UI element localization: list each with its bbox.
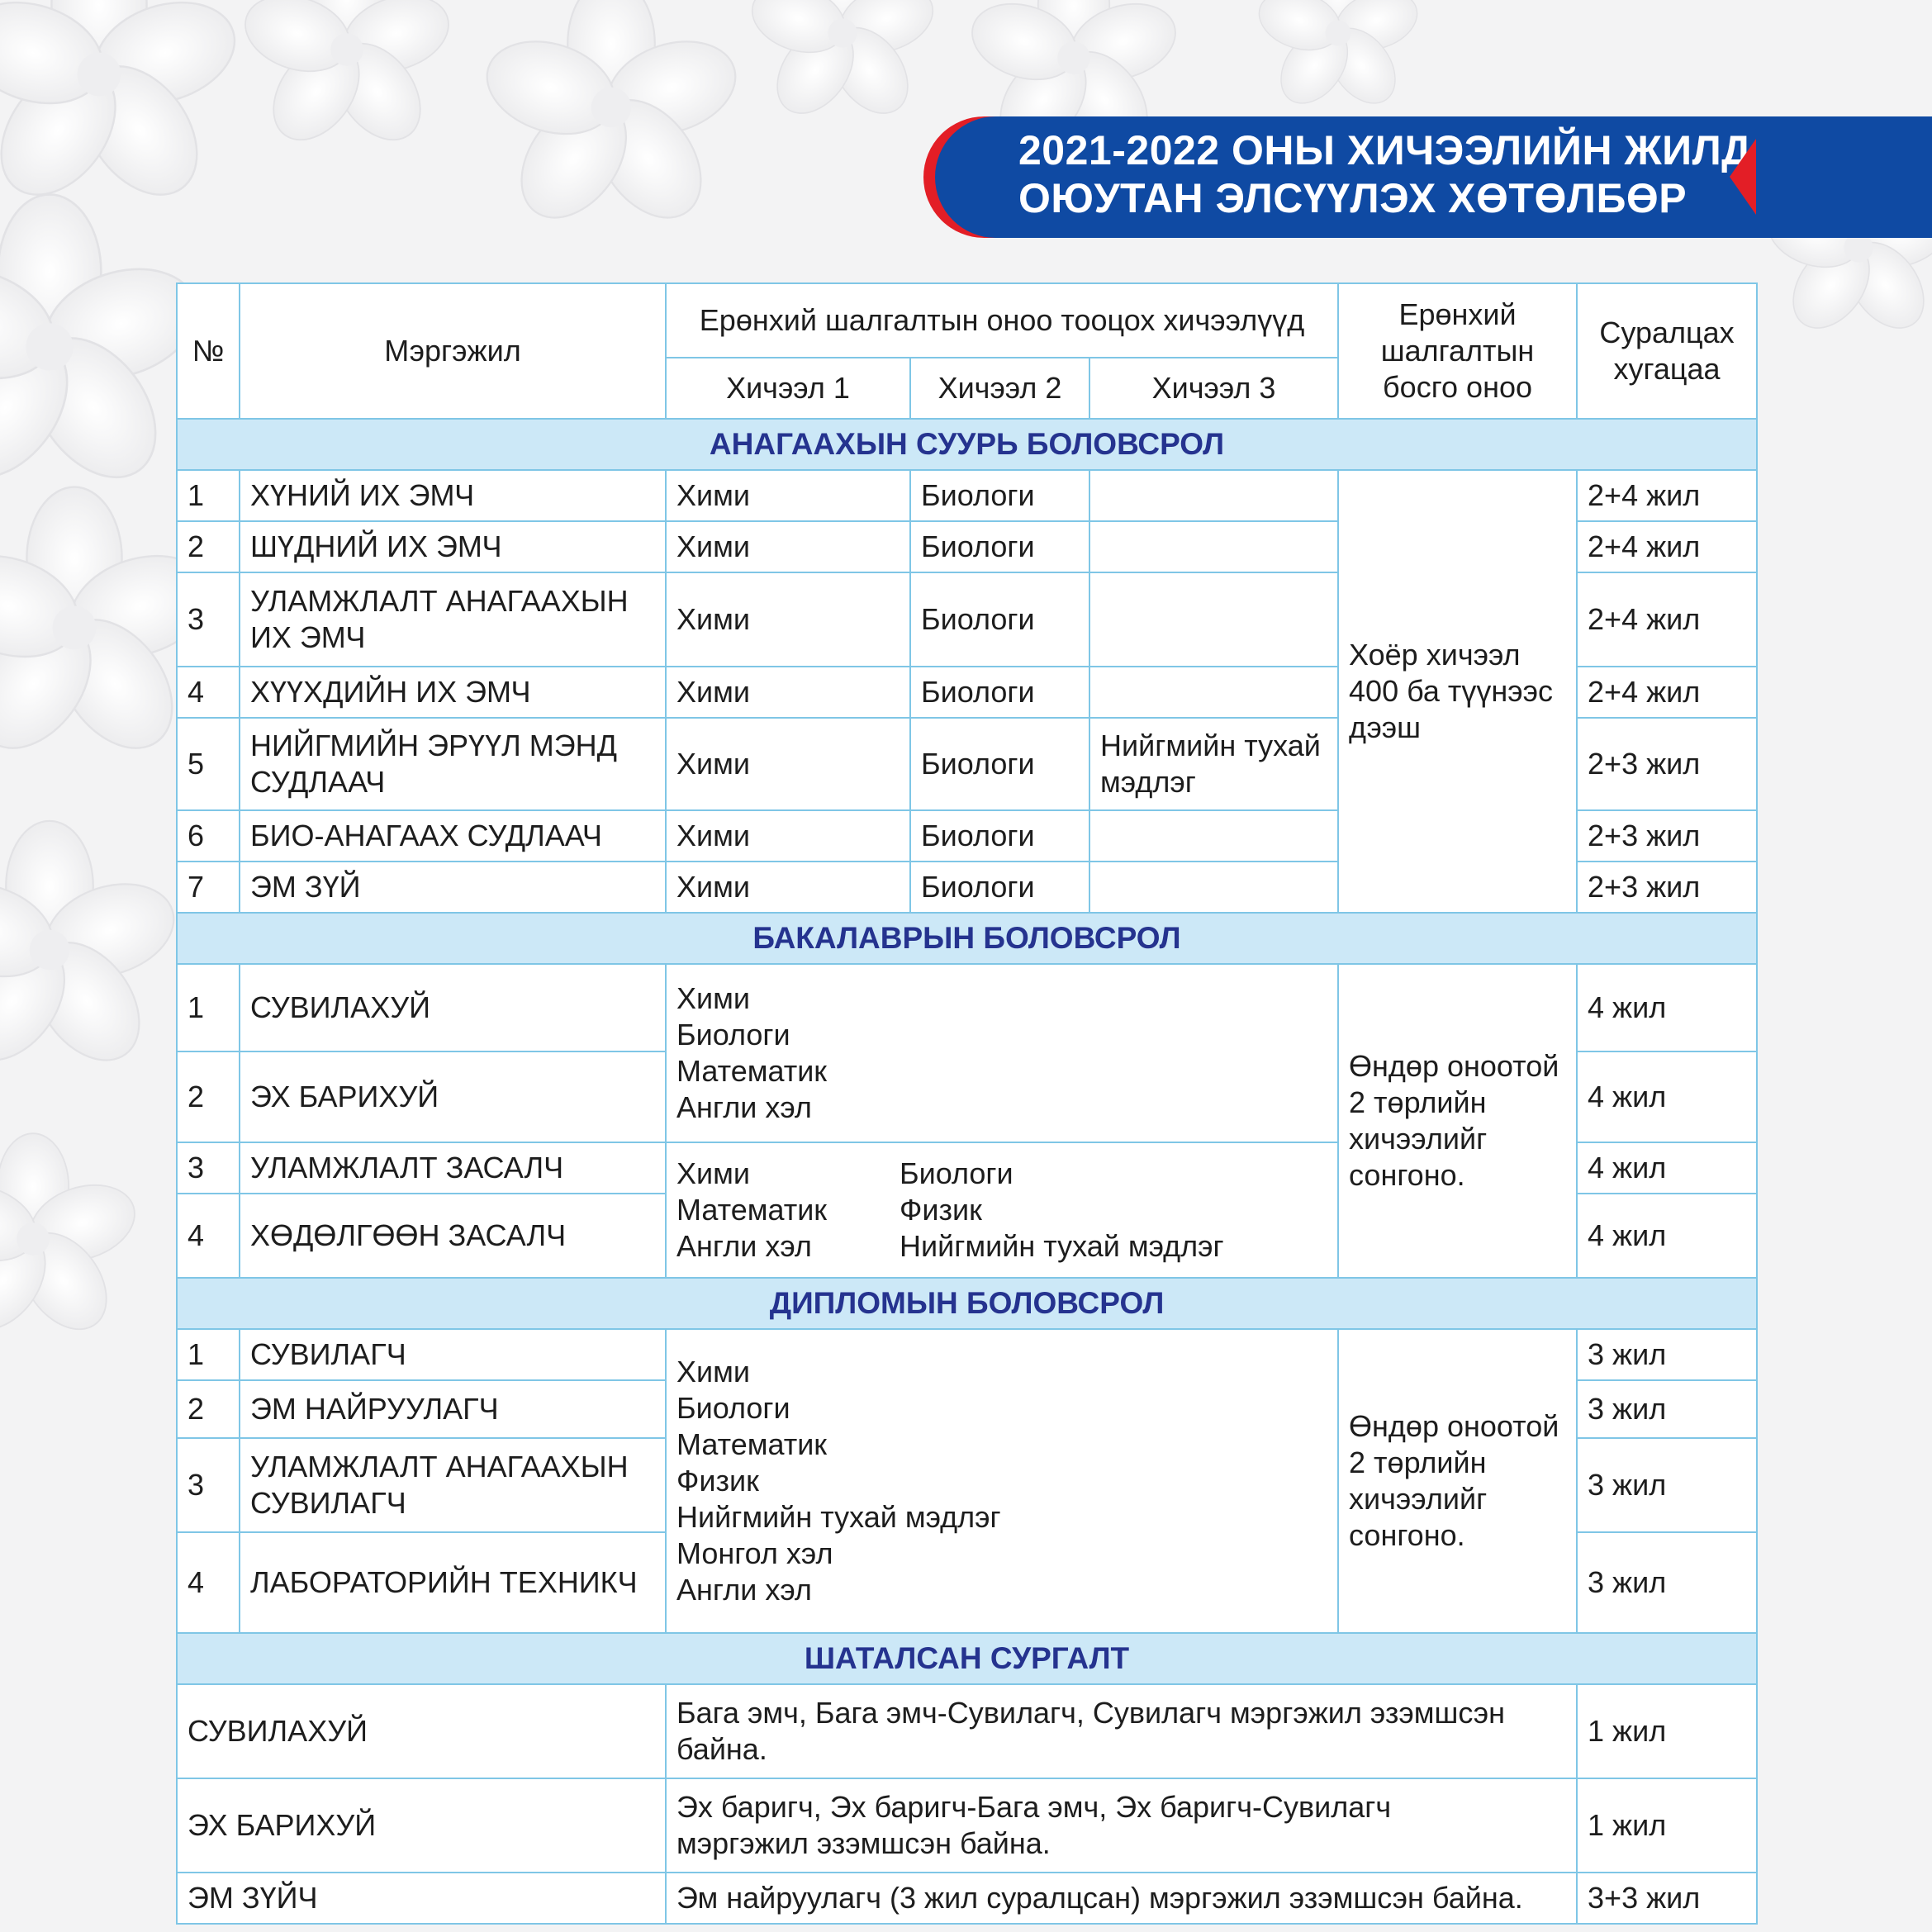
row-duration: 2+4 жил <box>1577 521 1757 572</box>
row-subject-3 <box>1089 572 1338 667</box>
row-no: 4 <box>177 667 240 718</box>
subjects-list-two-column <box>666 1142 1338 1278</box>
row-requirement: Эх баригч, Эх баригч-Бага эмч, Эх баригч-Сувилагч мэргэжил эзэмшсэн байна. <box>666 1778 1577 1873</box>
row-subject-1: Хими <box>666 862 910 913</box>
row-subject-1: Хими <box>666 470 910 521</box>
row-subject-3 <box>1089 667 1338 718</box>
row-no: 5 <box>177 718 240 810</box>
row-major: УЛАМЖЛАЛТ ЗАСАЛЧ <box>240 1142 666 1194</box>
table-header-row <box>177 283 1757 358</box>
row-requirement: Бага эмч, Бага эмч-Сувилагч, Сувилагч мэргэжил эзэмшсэн байна. <box>666 1684 1577 1778</box>
row-duration: 2+3 жил <box>1577 862 1757 913</box>
header-subject-3: Хичээл 3 <box>1089 358 1338 419</box>
row-no: 1 <box>177 964 240 1051</box>
section-threshold: Өндөр оноотой 2 төрлийн хичээлийг сонгоно. <box>1338 964 1577 1278</box>
row-duration: 2+3 жил <box>1577 810 1757 862</box>
row-major: ЭМ ЗҮЙЧ <box>177 1873 666 1924</box>
table-row <box>177 1873 1757 1924</box>
row-major: ЭМ НАЙРУУЛАГЧ <box>240 1380 666 1438</box>
row-subject-1: Хими <box>666 718 910 810</box>
row-major: НИЙГМИЙН ЭРҮҮЛ МЭНД СУДЛААЧ <box>240 718 666 810</box>
row-subject-2: Биологи <box>910 667 1089 718</box>
section-threshold: Өндөр оноотой 2 төрлийн хичээлийг сонгоно. <box>1338 1329 1577 1633</box>
section-header-row <box>177 1633 1757 1684</box>
section-title: АНАГААХЫН СУУРЬ БОЛОВСРОЛ <box>177 419 1757 470</box>
section-header-row <box>177 1278 1757 1329</box>
row-subject-1: Хими <box>666 572 910 667</box>
row-no: 2 <box>177 521 240 572</box>
subjects-list: Хими Биологи Математик Англи хэл <box>666 964 1338 1142</box>
row-no: 1 <box>177 470 240 521</box>
row-subject-3: Нийгмийн тухай мэдлэг <box>1089 718 1338 810</box>
row-duration: 4 жил <box>1577 1051 1757 1142</box>
table-row <box>177 964 1757 1051</box>
row-no: 4 <box>177 1194 240 1278</box>
row-major: ХҮҮХДИЙН ИХ ЭМЧ <box>240 667 666 718</box>
row-major: ЭМ ЗҮЙ <box>240 862 666 913</box>
row-duration: 2+3 жил <box>1577 718 1757 810</box>
row-subject-1: Хими <box>666 667 910 718</box>
row-duration: 2+4 жил <box>1577 572 1757 667</box>
section-title: ДИПЛОМЫН БОЛОВСРОЛ <box>177 1278 1757 1329</box>
row-duration: 4 жил <box>1577 1194 1757 1278</box>
row-requirement: Эм найруулагч (3 жил суралцсан) мэргэжил эзэмшсэн байна. <box>666 1873 1577 1924</box>
section-title: БАКАЛАВРЫН БОЛОВСРОЛ <box>177 913 1757 964</box>
row-major: БИО-АНАГААХ СУДЛААЧ <box>240 810 666 862</box>
row-duration: 2+4 жил <box>1577 470 1757 521</box>
row-major: ХҮНИЙ ИХ ЭМЧ <box>240 470 666 521</box>
row-duration: 3 жил <box>1577 1329 1757 1380</box>
row-major: ЛАБОРАТОРИЙН ТЕХНИКЧ <box>240 1532 666 1633</box>
row-duration: 3 жил <box>1577 1380 1757 1438</box>
banner-arrow-icon <box>1730 139 1756 215</box>
row-no: 4 <box>177 1532 240 1633</box>
row-duration: 3 жил <box>1577 1532 1757 1633</box>
subjects-column-2: Биологи Физик Нийгмийн тухай мэдлэг <box>900 1156 1224 1263</box>
section-threshold: Хоёр хичээл 400 ба түүнээс дээш <box>1338 470 1577 913</box>
row-subject-3 <box>1089 470 1338 521</box>
table-row <box>177 1684 1757 1778</box>
row-major: ХӨДӨЛГӨӨН ЗАСАЛЧ <box>240 1194 666 1278</box>
row-subject-2: Биологи <box>910 521 1089 572</box>
row-major: СУВИЛАХУЙ <box>177 1684 666 1778</box>
row-subject-1: Хими <box>666 810 910 862</box>
admission-table <box>176 282 1758 1925</box>
header-subject-2: Хичээл 2 <box>910 358 1089 419</box>
header-threshold: Ерөнхий шалгалтын босго оноо <box>1338 283 1577 419</box>
row-no: 3 <box>177 1438 240 1532</box>
row-major: ШҮДНИЙ ИХ ЭМЧ <box>240 521 666 572</box>
table-row <box>177 1329 1757 1380</box>
table-row <box>177 1778 1757 1873</box>
row-subject-2: Биологи <box>910 572 1089 667</box>
row-major: УЛАМЖЛАЛТ АНАГААХЫН СУВИЛАГЧ <box>240 1438 666 1532</box>
row-no: 2 <box>177 1051 240 1142</box>
subjects-list: Хими Биологи Математик Физик Нийгмийн тухай мэдлэг Монгол хэл Англи хэл <box>666 1329 1338 1633</box>
row-no: 6 <box>177 810 240 862</box>
row-duration: 1 жил <box>1577 1684 1757 1778</box>
row-no: 2 <box>177 1380 240 1438</box>
row-subject-2: Биологи <box>910 718 1089 810</box>
row-duration: 1 жил <box>1577 1778 1757 1873</box>
section-header-row <box>177 913 1757 964</box>
row-subject-2: Биологи <box>910 470 1089 521</box>
row-subject-3 <box>1089 521 1338 572</box>
row-duration: 2+4 жил <box>1577 667 1757 718</box>
row-major: УЛАМЖЛАЛТ АНАГААХЫН ИХ ЭМЧ <box>240 572 666 667</box>
row-no: 7 <box>177 862 240 913</box>
header-no: № <box>177 283 240 419</box>
row-duration: 3+3 жил <box>1577 1873 1757 1924</box>
section-header-row <box>177 419 1757 470</box>
row-subject-1: Хими <box>666 521 910 572</box>
page-title: 2021-2022 ОНЫ ХИЧЭЭЛИЙН ЖИЛД ОЮУТАН ЭЛСҮҮЛЭХ ХӨТӨЛБӨР <box>1018 127 1752 221</box>
row-major: ЭХ БАРИХУЙ <box>177 1778 666 1873</box>
row-major: СУВИЛАГЧ <box>240 1329 666 1380</box>
row-no: 3 <box>177 1142 240 1194</box>
row-subject-3 <box>1089 862 1338 913</box>
row-major: СУВИЛАХУЙ <box>240 964 666 1051</box>
row-subject-2: Биологи <box>910 862 1089 913</box>
subjects-column-1: Хими Математик Англи хэл <box>676 1156 828 1263</box>
row-duration: 4 жил <box>1577 964 1757 1051</box>
row-duration: 4 жил <box>1577 1142 1757 1194</box>
row-subject-2: Биологи <box>910 810 1089 862</box>
header-duration: Суралцах хугацаа <box>1577 283 1757 419</box>
row-duration: 3 жил <box>1577 1438 1757 1532</box>
row-no: 1 <box>177 1329 240 1380</box>
table-row <box>177 470 1757 521</box>
header-major: Мэргэжил <box>240 283 666 419</box>
header-subject-1: Хичээл 1 <box>666 358 910 419</box>
section-title: ШАТАЛСАН СУРГАЛТ <box>177 1633 1757 1684</box>
header-subjects-group: Ерөнхий шалгалтын оноо тооцох хичээлүүд <box>666 283 1338 358</box>
row-no: 3 <box>177 572 240 667</box>
row-subject-3 <box>1089 810 1338 862</box>
row-major: ЭХ БАРИХУЙ <box>240 1051 666 1142</box>
